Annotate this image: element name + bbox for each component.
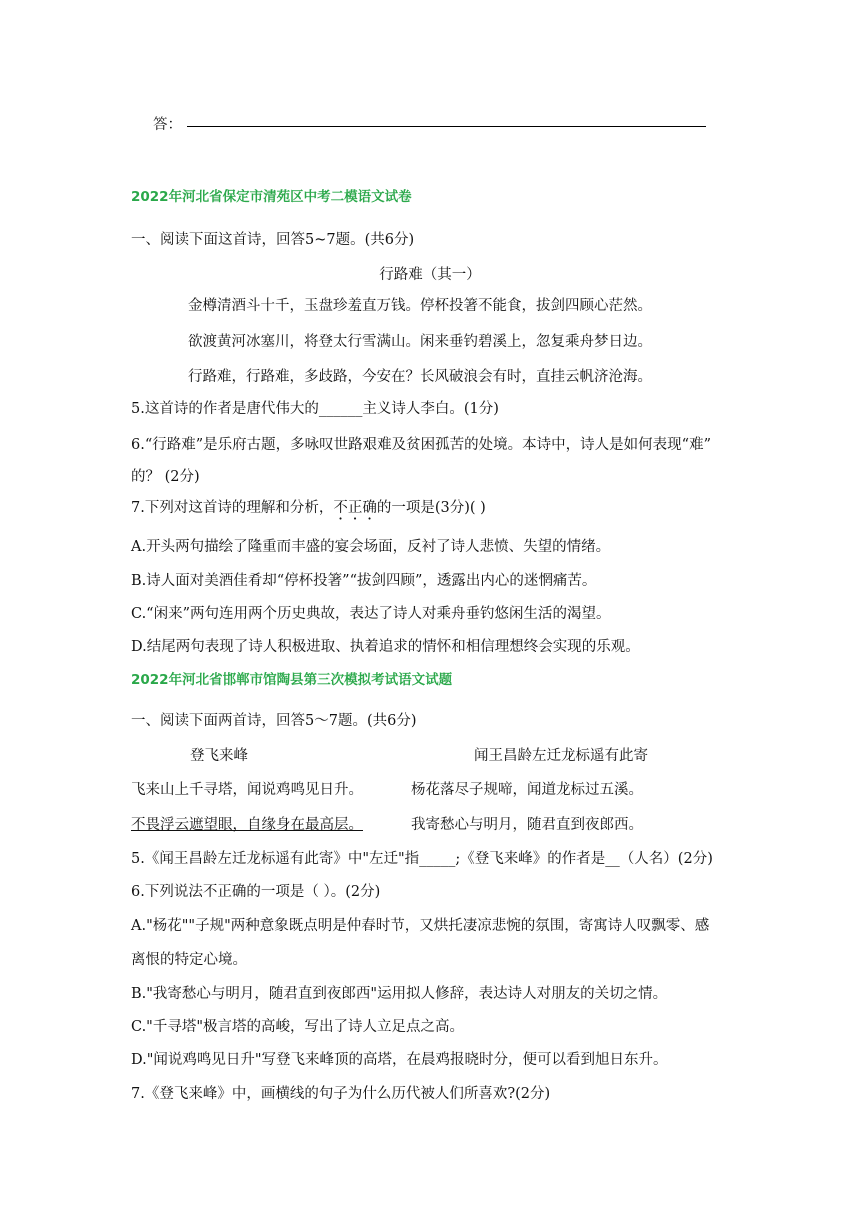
poem1-line-underlined: 不畏浮云遮望眼，自缘身在最高层。	[131, 817, 363, 833]
s2-option-a: A."杨花""子规"两种意象既点明是仲春时节，又烘托凄凉悲惋的氛围，寄寓诗人叹飘零、感	[131, 918, 710, 934]
s2-option-c: C."千寻塔"极言塔的高峻，写出了诗人立足点之高。	[131, 1019, 465, 1035]
poem1-title: 登飞来峰	[190, 748, 248, 764]
poem2-line: 杨花落尽子规啼，闻道龙标过五溪。	[411, 782, 643, 798]
poem-line: 金樽清酒斗十千，玉盘珍羞直万钱。停杯投箸不能食，拔剑四顾心茫然。	[188, 298, 652, 314]
option-c: C.“闲来”两句连用两个历史典故，表达了诗人对乘舟垂钓悠闲生活的渴望。	[131, 606, 611, 622]
section1-heading: 2022年河北省保定市清苑区中考二模语文试卷	[131, 189, 412, 205]
question-7	[131, 498, 486, 518]
poem-line: 欲渡黄河冰塞川，将登太行雪满山。闲来垂钓碧溪上，忽复乘舟梦日边。	[188, 334, 652, 350]
option-a: A.开头两句描绘了隆重而丰盛的宴会场面，反衬了诗人悲愤、失望的情绪。	[131, 539, 611, 555]
question-6: 6.“行路难”是乐府古题，多咏叹世路艰难及贫困孤苦的处境。本诗中，诗人是如何表现“难”	[131, 437, 711, 453]
s2-question-6: 6.下列说法不正确的一项是（ ）。(2分)	[131, 884, 381, 900]
question-5: 5.这首诗的作者是唐代伟大的______主义诗人李白。(1分)	[131, 401, 499, 417]
section1-intro: 一、阅读下面这首诗，回答5~7题。(共6分)	[131, 232, 415, 248]
section2-intro: 一、阅读下面两首诗，回答5～7题。(共6分)	[131, 713, 417, 729]
question-6-cont: 的？ (2分)	[131, 469, 200, 485]
s2-question-7: 7.《登飞来峰》中，画横线的句子为什么历代被人们所喜欢?(2分)	[131, 1086, 551, 1102]
answer-line	[187, 126, 706, 127]
question-7-pre: 7.下列对这首诗的理解和分析，	[131, 500, 334, 516]
s2-option-b: B."我寄愁心与明月，随君直到夜郎西"运用拟人修辞，表达诗人对朋友的关切之情。	[131, 986, 668, 1002]
poem2-title: 闻王昌龄左迁龙标遥有此寄	[474, 748, 648, 764]
poem-line: 行路难，行路难，多歧路，今安在？长风破浪会有时，直挂云帆济沧海。	[188, 369, 652, 385]
emphasis-char: 确	[362, 500, 377, 516]
poem2-line: 我寄愁心与明月，随君直到夜郎西。	[411, 817, 643, 833]
poem-title: 行路难（其一）	[379, 267, 481, 283]
poem1-line: 飞来山上千寻塔，闻说鸡鸣见日升。	[131, 782, 363, 798]
question-7-post: 的一项是(3分)( )	[376, 500, 486, 516]
s2-question-5: 5.《闻王昌龄左迁龙标遥有此寄》中"左迁"指_____;《登飞来峰》的作者是__（人名）(2分)	[131, 851, 713, 867]
s2-option-d: D."闻说鸡鸣见日升"写登飞来峰顶的高塔，在晨鸡报晓时分，便可以看到旭日东升。	[131, 1052, 668, 1068]
emphasis-char: 正	[347, 500, 363, 516]
s2-option-a-cont: 离恨的特定心境。	[131, 952, 247, 968]
answer-label: 答：	[153, 117, 182, 133]
emphasis-char: 不	[333, 500, 348, 516]
option-d: D.结尾两句表现了诗人积极进取、执着追求的情怀和相信理想终会实现的乐观。	[131, 639, 640, 655]
section2-heading: 2022年河北省邯郸市馆陶县第三次模拟考试语文试题	[131, 672, 453, 688]
option-b: B.诗人面对美酒佳肴却“停杯投箸”“拔剑四顾”，透露出内心的迷惘痛苦。	[131, 573, 597, 589]
